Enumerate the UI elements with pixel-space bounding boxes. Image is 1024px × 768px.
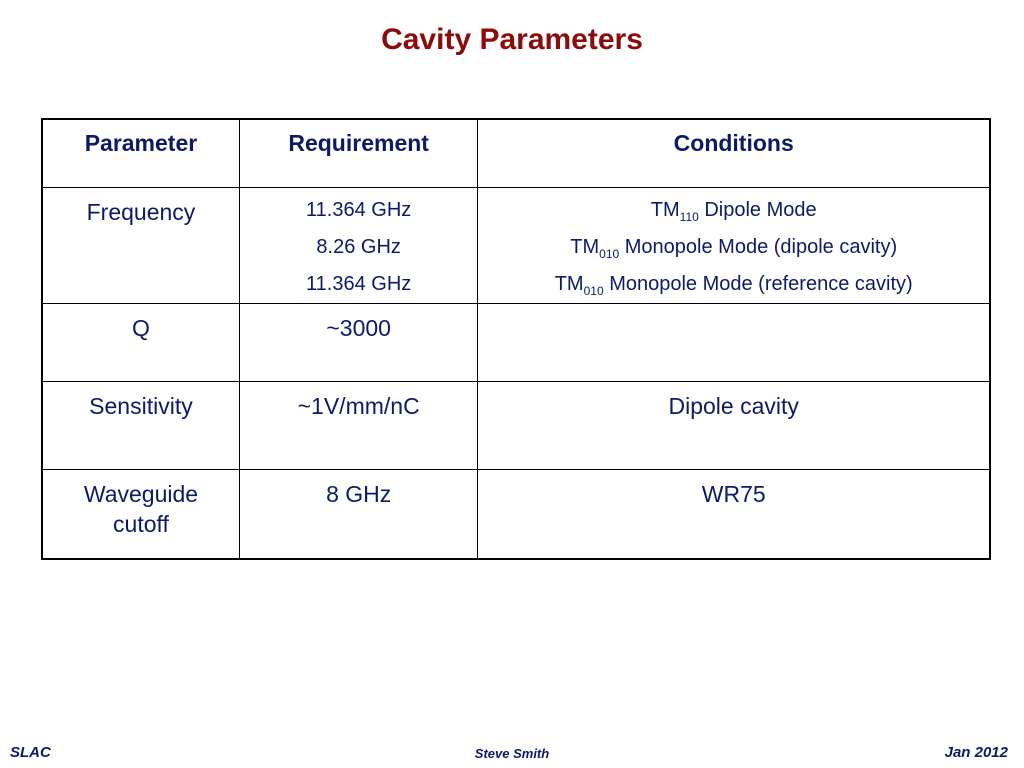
condition-line [478, 266, 989, 303]
table-row-q [42, 303, 990, 381]
table-row-waveguide-cutoff [42, 469, 990, 559]
mode-subscript: 110 [679, 209, 699, 224]
mode-description: Monopole Mode (dipole cavity) [619, 235, 898, 258]
cell-requirement-q: ~3000 [239, 303, 478, 381]
mode-subscript: 010 [599, 246, 620, 261]
mode-description: Dipole Mode [698, 198, 817, 221]
table-row-frequency [42, 187, 990, 303]
requirement-line: 11.364 GHz [306, 198, 412, 221]
requirement-line: 8.26 GHz [316, 235, 401, 258]
parameter-line: Waveguide [83, 480, 199, 507]
cell-conditions-q [478, 303, 990, 381]
footer-date: Jan 2012 [944, 744, 1008, 761]
cell-conditions-sensitivity: Dipole cavity [478, 381, 990, 469]
header-requirement: Requirement [239, 119, 478, 187]
table-header-row [42, 119, 990, 187]
mode-base: TM [554, 272, 584, 295]
footer-organization: SLAC [10, 744, 51, 761]
slide-title: Cavity Parameters [381, 23, 643, 56]
cell-requirement-waveguide-cutoff: 8 GHz [239, 469, 478, 559]
cell-parameter-waveguide-cutoff [42, 469, 239, 559]
cell-parameter-q: Q [42, 303, 239, 381]
cell-parameter-frequency: Frequency [42, 187, 239, 303]
cell-conditions-frequency [478, 187, 990, 303]
condition-line [478, 229, 989, 266]
mode-subscript: 010 [583, 283, 604, 298]
header-parameter: Parameter [42, 119, 239, 187]
mode-base: TM [570, 235, 600, 258]
footer-author: Steve Smith [474, 746, 550, 761]
header-conditions: Conditions [478, 119, 990, 187]
cavity-parameters-table [41, 118, 991, 560]
parameter-line: cutoff [113, 510, 169, 537]
mode-base: TM [650, 198, 680, 221]
cell-requirement-sensitivity: ~1V/mm/nC [239, 381, 478, 469]
requirement-line: 11.364 GHz [306, 272, 412, 295]
table-row-sensitivity [42, 381, 990, 469]
cell-parameter-sensitivity: Sensitivity [42, 381, 239, 469]
condition-line [478, 192, 989, 229]
cell-requirement-frequency [239, 187, 478, 303]
mode-description: Monopole Mode (reference cavity) [603, 272, 913, 295]
cell-conditions-waveguide-cutoff: WR75 [478, 469, 990, 559]
